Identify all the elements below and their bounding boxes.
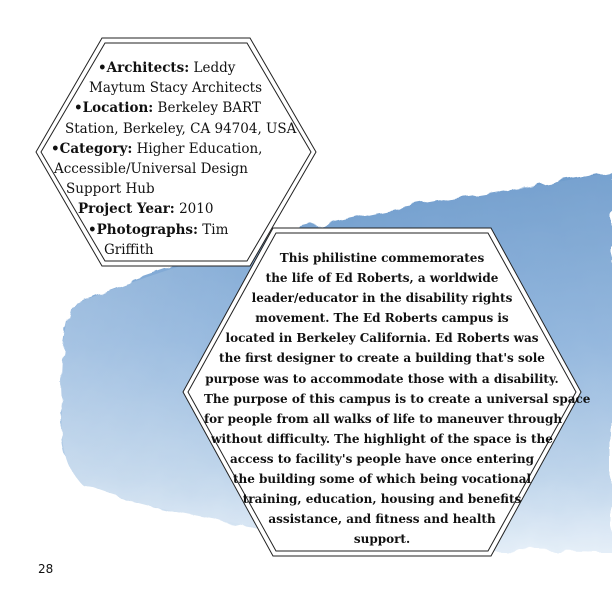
location-value: Berkeley BART	[153, 100, 261, 117]
category-value: Higher Education,	[132, 140, 263, 157]
body-line: the building some of which being vocational	[232, 472, 532, 487]
body-line: support.	[353, 532, 411, 547]
architects-line	[46, 58, 296, 78]
body-line: movement. The Ed Roberts campus is	[255, 311, 509, 326]
architects-label: •Architects:	[98, 60, 190, 76]
category-line-3: Support Hub	[66, 181, 155, 198]
body-line: training, education, housing and benefits	[242, 492, 522, 507]
architects-value: Leddy	[189, 60, 236, 76]
body-line: assistance, and fitness and health	[268, 512, 496, 527]
category-label: •Category:	[51, 140, 133, 157]
body-line: This philistine commemorates	[279, 251, 485, 265]
body-line: the first designer to create a building that's sole	[219, 351, 545, 366]
body-line: leader/educator in the disability rights	[251, 291, 513, 306]
photos-value: Tim	[197, 221, 229, 238]
photos-line	[46, 220, 296, 240]
photos-line-2: Griffith	[104, 241, 154, 258]
body-line: purpose was to accommodate those with a disability.	[205, 371, 559, 386]
photos-label: •Photographs:	[88, 221, 198, 238]
year-label: Project Year:	[78, 201, 175, 218]
body-line: the life of Ed Roberts, a worldwide	[265, 271, 499, 286]
location-line-2: Station, Berkeley, CA 94704, USA	[65, 120, 297, 137]
body-line: located in Berkeley California. Ed Roberts was	[225, 331, 539, 346]
body-line: The purpose of this campus is to create a universal space	[204, 391, 591, 406]
year-line	[46, 199, 296, 219]
location-label: •Location:	[74, 100, 154, 117]
architects-line-2: Maytum Stacy Architects	[89, 80, 263, 97]
year-value: 2010	[174, 201, 214, 218]
location-line	[46, 98, 296, 118]
body-line: access to facility's people have once entering	[230, 451, 534, 466]
body-line: for people from all walks of life to maneuver through	[204, 411, 563, 426]
category-line	[46, 139, 296, 159]
project-info	[46, 58, 296, 260]
body-line: without difficulty. The highlight of the space is the	[211, 431, 553, 446]
description-paragraph	[204, 248, 591, 549]
category-line-2: Accessible/Universal Design	[54, 161, 248, 178]
page-number: 28	[38, 562, 54, 576]
